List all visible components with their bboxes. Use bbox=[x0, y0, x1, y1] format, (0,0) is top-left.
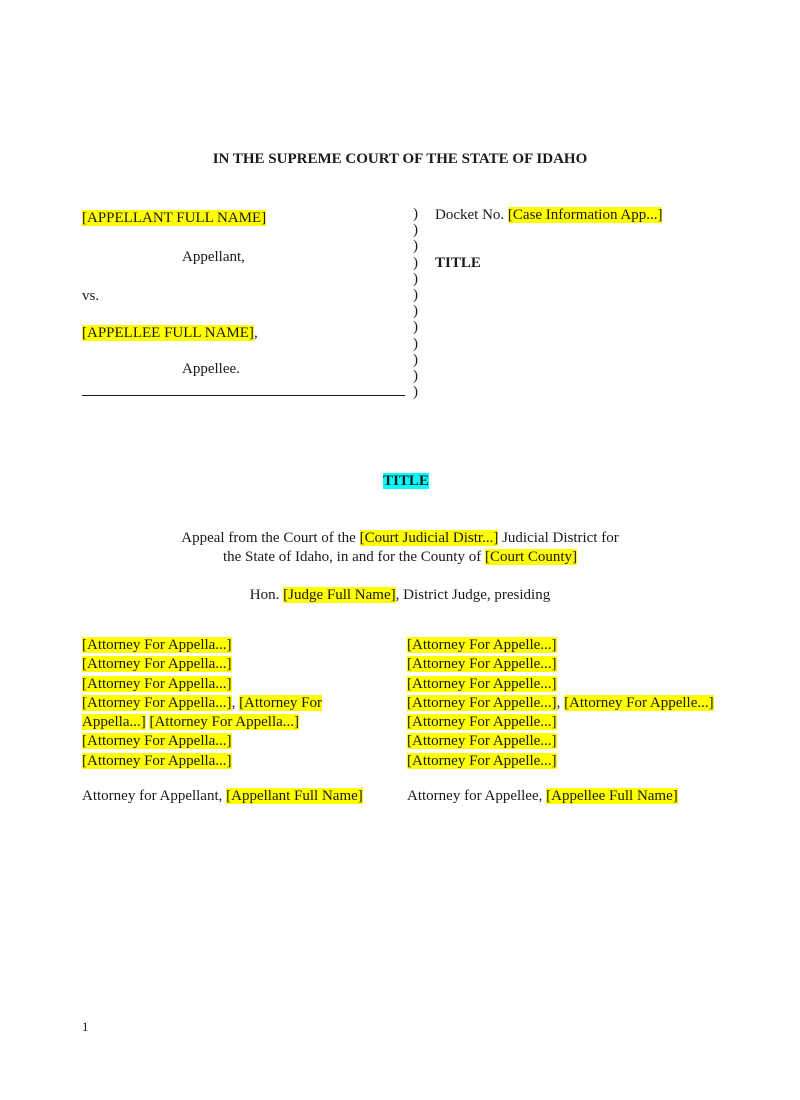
caption-paren: ) bbox=[413, 319, 418, 336]
caption-paren: ) bbox=[413, 222, 418, 239]
docket-value-field: [Case Information App...] bbox=[507, 207, 663, 223]
attorney-for-appellant bbox=[82, 787, 372, 806]
attorney-field: [Attorney For Appella...] bbox=[82, 656, 232, 673]
judge-prefix: Hon. bbox=[249, 587, 280, 603]
appellant-name-field: [APPELLANT FULL NAME] bbox=[82, 210, 267, 226]
attorney-field: [Attorney For Appelle...] bbox=[407, 752, 557, 769]
caption-underline bbox=[82, 395, 405, 396]
court-district-field: [Court Judicial Distr...] bbox=[359, 530, 499, 546]
appellant-attorneys bbox=[82, 636, 372, 806]
attorney-field: [Attorney For Appella...] bbox=[82, 694, 322, 731]
judge-suffix: , District Judge, presiding bbox=[395, 587, 551, 603]
attorney-line bbox=[407, 675, 717, 694]
attorney-line bbox=[82, 732, 372, 751]
main-title-field: TITLE bbox=[383, 473, 429, 489]
caption-paren: ) bbox=[413, 367, 418, 384]
appellant-party-field: [Appellant Full Name] bbox=[226, 788, 363, 805]
appellant-role: Appellant, bbox=[182, 249, 245, 265]
attorney-field: [Attorney For Appelle...] bbox=[564, 694, 714, 711]
attorney-field: [Attorney For Appella...] bbox=[82, 733, 232, 750]
attorney-line bbox=[407, 752, 717, 771]
main-title bbox=[6, 472, 800, 490]
attorney-field: [Attorney For Appella...] bbox=[82, 694, 232, 711]
attorney-for-label: Attorney for Appellant, bbox=[82, 788, 223, 805]
court-heading: IN THE SUPREME COURT OF THE STATE OF IDAHO bbox=[212, 151, 588, 167]
docket-line bbox=[435, 206, 662, 224]
attorney-field: [Attorney For Appella...] bbox=[149, 714, 300, 731]
attorney-field: [Attorney For Appelle...] bbox=[407, 733, 557, 750]
attorney-field: [Attorney For Appella...] bbox=[82, 637, 232, 653]
attorney-field: [Attorney For Appelle...] bbox=[407, 637, 557, 653]
attorney-field: [Attorney For Appelle...] bbox=[407, 656, 557, 673]
appellee-name-field: [APPELLEE FULL NAME] bbox=[82, 325, 254, 341]
appeal-text: Judicial District for bbox=[502, 530, 619, 546]
attorney-field: [Attorney For Appella...] bbox=[82, 675, 232, 692]
appeal-line-2 bbox=[0, 548, 800, 566]
caption-paren: ) bbox=[413, 254, 418, 271]
page-number: 1 bbox=[82, 1019, 89, 1034]
caption-paren: ) bbox=[413, 206, 418, 222]
attorney-combined-line: [Attorney For Appelle...], [Attorney For Appelle...] [Attorney For Appelle...] bbox=[407, 694, 714, 731]
appellee-attorneys bbox=[407, 636, 717, 806]
attorney-field: [Attorney For Appelle...] bbox=[407, 694, 557, 711]
caption-paren: ) bbox=[413, 351, 418, 368]
appellee-name bbox=[82, 324, 258, 342]
caption-paren-column bbox=[413, 206, 425, 400]
attorney-combined-line: [Attorney For Appella...], [Attorney For Appella...] [Attorney For Appella...] bbox=[82, 694, 322, 731]
attorney-line bbox=[82, 752, 372, 771]
attorney-for-label: Attorney for Appellee, bbox=[407, 788, 543, 805]
appellant-name bbox=[82, 209, 266, 227]
appeal-text: the State of Idaho, in and for the County of bbox=[222, 549, 482, 565]
attorney-line bbox=[407, 636, 717, 655]
appellee-role: Appellee. bbox=[182, 361, 240, 377]
attorney-field: [Attorney For Appella...] bbox=[82, 752, 232, 769]
judge-line bbox=[0, 586, 800, 604]
attorney-field: [Attorney For Appelle...] bbox=[407, 675, 557, 692]
attorney-line bbox=[82, 655, 372, 674]
caption-paren: ) bbox=[413, 303, 418, 320]
appellee-party-field: [Appellee Full Name] bbox=[546, 788, 678, 805]
appeal-text: Appeal from the Court of the bbox=[181, 530, 356, 546]
caption-paren: ) bbox=[413, 335, 418, 352]
docket-label: Docket No. bbox=[435, 207, 505, 223]
caption-paren: ) bbox=[413, 238, 418, 255]
attorney-line bbox=[407, 732, 717, 751]
attorney-line bbox=[82, 675, 372, 694]
versus: vs. bbox=[82, 288, 100, 304]
caption-paren: ) bbox=[413, 384, 418, 401]
court-county-field: [Court County] bbox=[484, 549, 578, 565]
attorney-for-appellee bbox=[407, 787, 717, 806]
appellee-name-suffix: , bbox=[253, 325, 258, 341]
attorney-line bbox=[82, 636, 372, 655]
caption-paren: ) bbox=[413, 270, 418, 287]
appeal-line-1 bbox=[0, 529, 800, 547]
caption-title: TITLE bbox=[435, 255, 481, 271]
attorney-field: [Attorney For Appelle...] bbox=[407, 714, 557, 731]
caption-paren: ) bbox=[413, 286, 418, 303]
judge-name-field: [Judge Full Name] bbox=[283, 587, 396, 603]
attorney-line bbox=[407, 655, 717, 674]
